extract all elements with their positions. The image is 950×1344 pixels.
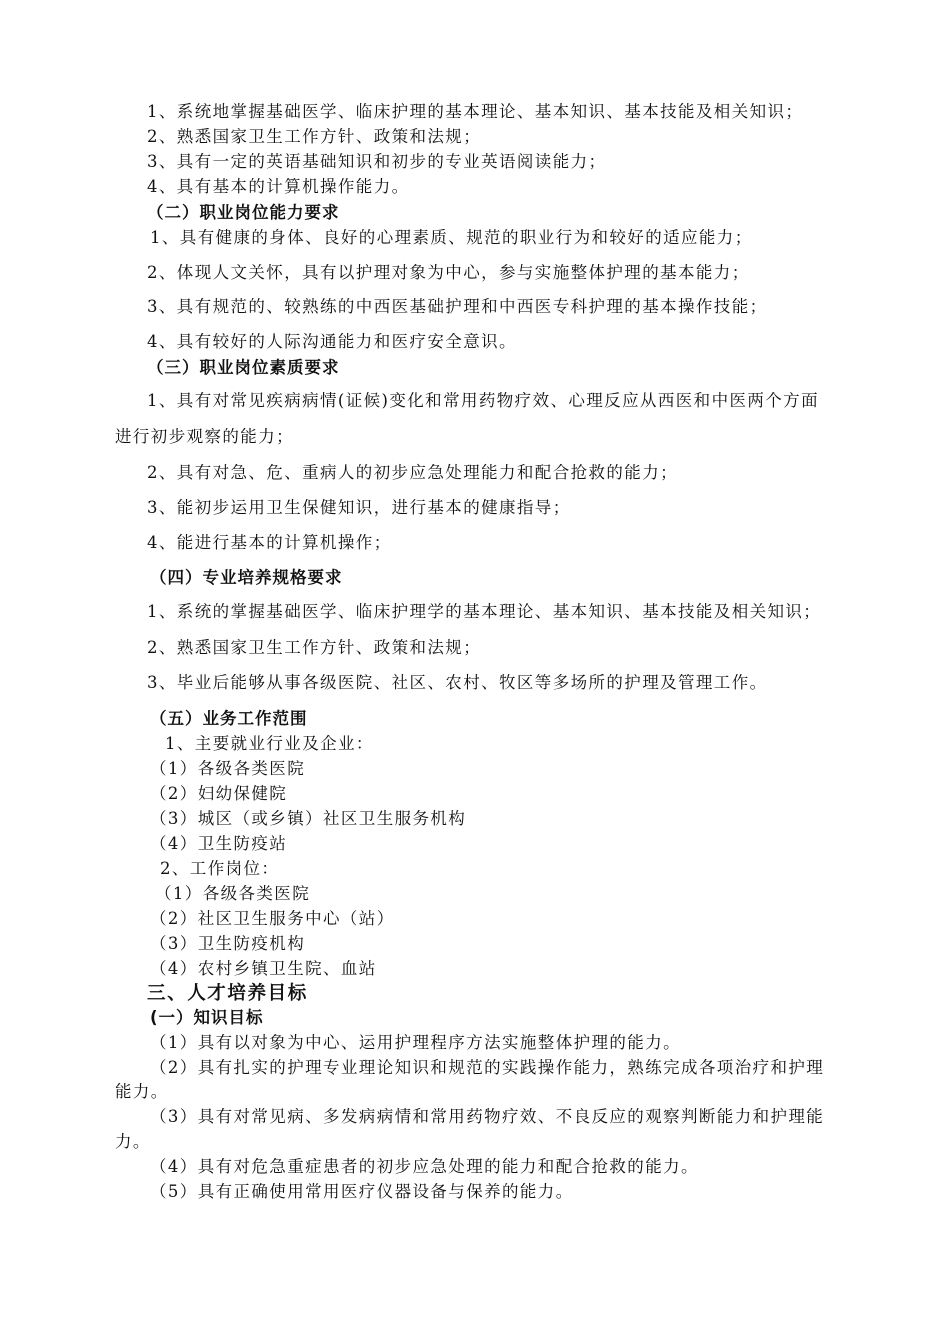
list-item: 3、能初步运用卫生保健知识，进行基本的健康指导； xyxy=(147,498,571,517)
list-item: （3）城区（或乡镇）社区卫生服务机构 xyxy=(150,809,467,828)
list-item: 4、具有基本的计算机操作能力。 xyxy=(147,177,410,196)
list-item: （3）具有对常见病、多发病病情和常用药物疗效、不良反应的观察判断能力和护理能 xyxy=(150,1107,825,1126)
list-item: 1、系统地掌握基础医学、临床护理的基本理论、基本知识、基本技能及相关知识； xyxy=(147,102,804,121)
list-item: 2、熟悉国家卫生工作方针、政策和法规； xyxy=(147,638,482,657)
list-item: 2、熟悉国家卫生工作方针、政策和法规； xyxy=(147,127,482,146)
list-item: 力。 xyxy=(115,1132,151,1151)
list-item: 2、体现人文关怀，具有以护理对象为中心，参与实施整体护理的基本能力； xyxy=(147,263,750,282)
list-item: （4）农村乡镇卫生院、血站 xyxy=(150,959,377,978)
list-item: （3）卫生防疫机构 xyxy=(150,934,306,953)
list-item: 1、具有健康的身体、良好的心理素质、规范的职业行为和较好的适应能力； xyxy=(150,228,753,247)
list-item: 能力。 xyxy=(115,1082,169,1101)
list-item: 2、具有对急、危、重病人的初步应急处理能力和配合抢救的能力； xyxy=(147,463,678,482)
list-item: 1、具有对常见疾病病情(证候)变化和常用药物疗效、心理反应从西医和中医两个方面 xyxy=(147,391,819,410)
list-item: （1）各级各类医院 xyxy=(155,884,311,903)
list-item: （2）妇幼保健院 xyxy=(150,784,288,803)
list-item: （1）具有以对象为中心、运用护理程序方法实施整体护理的能力。 xyxy=(150,1033,681,1052)
section-heading: （三）职业岗位素质要求 xyxy=(147,358,340,377)
section-heading: (一）知识目标 xyxy=(150,1008,264,1027)
chapter-heading: 三、人才培养目标 xyxy=(147,983,308,1004)
list-item: 3、具有规范的、较熟练的中西医基础护理和中西医专科护理的基本操作技能； xyxy=(147,297,768,316)
list-item: 3、具有一定的英语基础知识和初步的专业英语阅读能力； xyxy=(147,152,607,171)
section-heading: （四）专业培养规格要求 xyxy=(150,568,343,587)
list-item: 4、能进行基本的计算机操作； xyxy=(147,533,392,552)
list-item: （2）具有扎实的护理专业理论知识和规范的实践操作能力，熟练完成各项治疗和护理 xyxy=(150,1058,825,1077)
sub-label: 1、主要就业行业及企业： xyxy=(165,734,374,753)
sub-label: 2、工作岗位： xyxy=(160,859,280,878)
list-item: 4、具有较好的人际沟通能力和医疗安全意识。 xyxy=(147,332,517,351)
list-item: （4）具有对危急重症患者的初步应急处理的能力和配合抢救的能力。 xyxy=(150,1157,699,1176)
list-item: 1、系统的掌握基础医学、临床护理学的基本理论、基本知识、基本技能及相关知识； xyxy=(147,602,822,621)
list-item: （2）社区卫生服务中心（站） xyxy=(150,909,395,928)
list-item: （1）各级各类医院 xyxy=(150,759,306,778)
list-item: （5）具有正确使用常用医疗仪器设备与保养的能力。 xyxy=(150,1182,574,1201)
list-item: 3、毕业后能够从事各级医院、社区、农村、牧区等多场所的护理及管理工作。 xyxy=(147,673,768,692)
list-item: 进行初步观察的能力； xyxy=(115,427,294,446)
list-item: （4）卫生防疫站 xyxy=(150,834,288,853)
section-heading: （五）业务工作范围 xyxy=(150,709,308,728)
section-heading: （二）职业岗位能力要求 xyxy=(147,203,340,222)
